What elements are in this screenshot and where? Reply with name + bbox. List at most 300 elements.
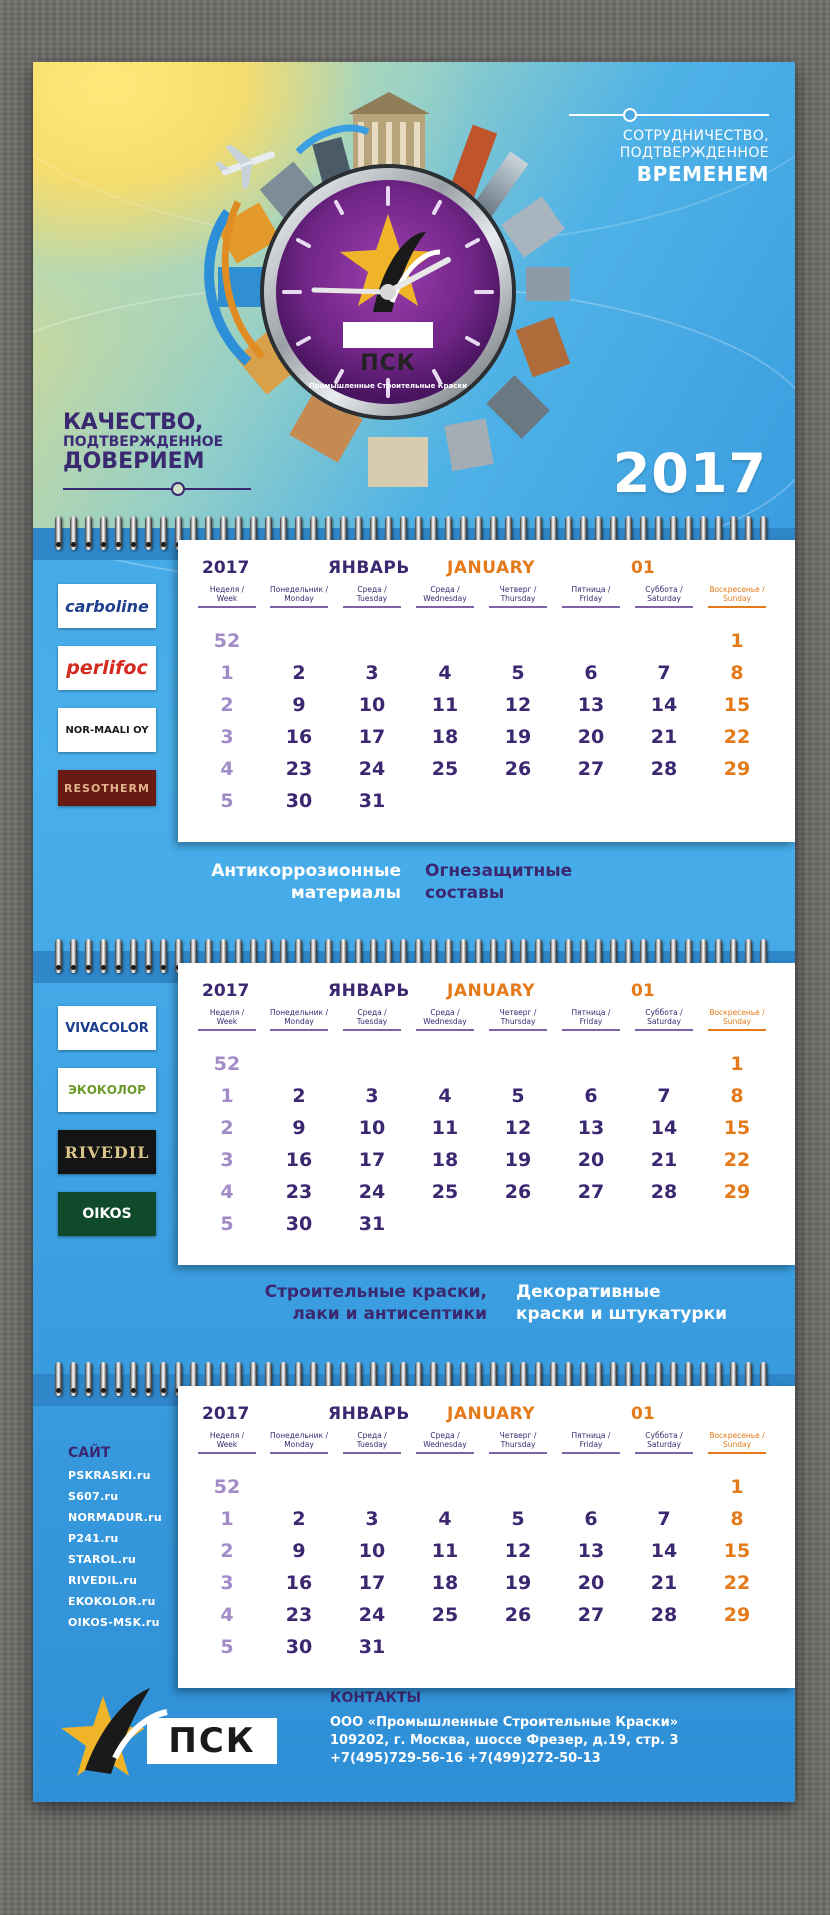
- ring-icon: [55, 516, 62, 550]
- weekday-ru: Пятница /: [571, 585, 611, 594]
- ring-icon: [115, 516, 122, 550]
- weekday-ru: Среда /: [357, 585, 387, 594]
- weekday-underline: [416, 1452, 474, 1454]
- week-number: 3: [220, 1149, 234, 1171]
- day-cell: 29: [723, 758, 751, 780]
- day-cell: 10: [358, 1117, 386, 1139]
- tagline-quality: [63, 412, 251, 502]
- weekday-en: Monday: [284, 594, 314, 603]
- day-cell: 29: [723, 1604, 751, 1626]
- contacts-heading: КОНТАКТЫ: [330, 1690, 421, 1706]
- ring-icon: [130, 939, 137, 973]
- calendar-poster: [33, 62, 795, 1802]
- day-cell: 8: [730, 662, 744, 684]
- weekday-label: [343, 1431, 401, 1449]
- day-cell: 15: [723, 1540, 751, 1562]
- week-number: 1: [220, 1085, 234, 1107]
- day-cell: 18: [431, 1149, 459, 1171]
- ring-icon: [160, 1362, 167, 1396]
- day-cell: 23: [285, 1181, 313, 1203]
- weekday-underline: [708, 606, 766, 608]
- day-cell: 3: [365, 662, 379, 684]
- category-row-2: [33, 1281, 795, 1341]
- weekday-label: [270, 1008, 328, 1026]
- weekday-ru: Среда /: [430, 1431, 460, 1440]
- day-cell: 27: [577, 1181, 605, 1203]
- weekday-underline: [198, 606, 256, 608]
- psk-footer-logo: [55, 1678, 285, 1788]
- tagline-line: СОТРУДНИЧЕСТВО,: [622, 128, 769, 144]
- week-number: 2: [220, 1540, 234, 1562]
- weekday-en: Friday: [579, 594, 603, 603]
- day-cell: 8: [730, 1508, 744, 1530]
- weekday-underline: [416, 606, 474, 608]
- weekday-ru: Воскресенье /: [709, 1008, 765, 1017]
- day-cell: 4: [438, 662, 452, 684]
- weekday-ru: Четверг /: [499, 1431, 537, 1440]
- tagline-line: ПОДТВЕРЖДЕННОЕ: [63, 434, 224, 450]
- week-number: 4: [220, 1181, 234, 1203]
- weekday-en: Sunday: [722, 1440, 752, 1449]
- weekday-ru: Пятница /: [571, 1431, 611, 1440]
- logo-resotherm: RESOTHERM: [58, 770, 156, 806]
- logo-vivacolor: VIVACOLOR: [58, 1006, 156, 1050]
- weekday-ru: Воскресенье /: [709, 585, 765, 594]
- month-name-ru: ЯНВАРЬ: [328, 558, 410, 578]
- weekday-en: Thursday: [500, 594, 536, 603]
- day-cell: 26: [504, 1604, 532, 1626]
- day-cell: 31: [358, 790, 386, 812]
- weekday-label: [198, 1008, 256, 1026]
- category-line: материалы: [290, 883, 401, 903]
- day-cell: 2: [292, 1085, 306, 1107]
- weekday-underline: [270, 1452, 328, 1454]
- weekday-en: Thursday: [500, 1017, 536, 1026]
- day-cell: 7: [657, 1508, 671, 1530]
- week-number: 3: [220, 726, 234, 748]
- site-link[interactable]: OIKOS-MSK.ru: [68, 1616, 160, 1629]
- weekday-ru: Среда /: [357, 1008, 387, 1017]
- week-number: 1: [220, 662, 234, 684]
- weekday-label: [416, 1431, 474, 1449]
- ring-icon: [145, 516, 152, 550]
- day-cell: 11: [431, 1540, 459, 1562]
- site-link[interactable]: NORMADUR.ru: [68, 1511, 162, 1524]
- day-cell: 20: [577, 1149, 605, 1171]
- day-cell: 21: [650, 1572, 678, 1594]
- day-cell: 16: [285, 726, 313, 748]
- week-number: 52: [213, 630, 241, 652]
- weekday-en: Tuesday: [356, 594, 388, 603]
- site-link[interactable]: S607.ru: [68, 1490, 119, 1503]
- day-cell: 3: [365, 1085, 379, 1107]
- day-cell: 15: [723, 1117, 751, 1139]
- weekday-ru: Среда /: [430, 1008, 460, 1017]
- day-cell: 30: [285, 1213, 313, 1235]
- week-number: 4: [220, 1604, 234, 1626]
- contacts-company: ООО «Промышленные Строительные Краски»: [330, 1715, 679, 1730]
- tagline-divider: [63, 482, 251, 494]
- weekday-ru: Неделя /: [209, 585, 245, 594]
- logo-carboline: carboline: [58, 584, 156, 628]
- week-number: 4: [220, 758, 234, 780]
- month-name-en: JANUARY: [447, 1404, 536, 1424]
- day-cell: 12: [504, 1117, 532, 1139]
- ring-icon: [70, 1362, 77, 1396]
- site-list: [68, 1445, 188, 1633]
- day-cell: 6: [584, 1508, 598, 1530]
- day-cell: 10: [358, 1540, 386, 1562]
- day-cell: 22: [723, 1572, 751, 1594]
- day-cell: 26: [504, 758, 532, 780]
- weekday-ru: Суббота /: [645, 1008, 683, 1017]
- day-cell: 22: [723, 1149, 751, 1171]
- weekday-underline: [489, 606, 547, 608]
- ring-icon: [55, 939, 62, 973]
- weekday-underline: [635, 606, 693, 608]
- weekday-label: [708, 585, 766, 603]
- day-cell: 17: [358, 1572, 386, 1594]
- header-year: 2017: [612, 442, 767, 505]
- ring-icon: [55, 1362, 62, 1396]
- category-line: составы: [425, 883, 505, 903]
- ring-icon: [145, 1362, 152, 1396]
- category-line: краски и штукатурки: [516, 1304, 728, 1324]
- day-cell: 7: [657, 1085, 671, 1107]
- weekday-ru: Воскресенье /: [709, 1431, 765, 1440]
- weekday-underline: [343, 1029, 401, 1031]
- day-cell: 13: [577, 694, 605, 716]
- day-cell: 24: [358, 758, 386, 780]
- weekday-ru: Суббота /: [645, 585, 683, 594]
- calendar-header: [33, 62, 795, 532]
- logo-oikos: OIKOS: [58, 1192, 156, 1236]
- ring-icon: [85, 516, 92, 550]
- weekday-en: Week: [216, 1440, 238, 1449]
- month-header: [178, 1404, 795, 1424]
- ring-icon: [100, 939, 107, 973]
- weekday-en: Tuesday: [356, 1017, 388, 1026]
- month-year: 2017: [202, 981, 250, 1001]
- site-link[interactable]: EKOKOLOR.ru: [68, 1595, 156, 1608]
- weekday-label: [708, 1431, 766, 1449]
- weekday-label: [416, 585, 474, 603]
- weekday-label: [562, 585, 620, 603]
- day-cell: 4: [438, 1508, 452, 1530]
- day-cell: 25: [431, 758, 459, 780]
- day-cell: 4: [438, 1085, 452, 1107]
- day-cell: 2: [292, 662, 306, 684]
- category-line: Декоративные: [516, 1282, 661, 1302]
- day-cell: 28: [650, 758, 678, 780]
- weekday-label: [562, 1008, 620, 1026]
- weekday-underline: [489, 1029, 547, 1031]
- weekday-underline: [198, 1452, 256, 1454]
- site-link[interactable]: PSKRASKI.ru: [68, 1469, 151, 1482]
- weekday-underline: [708, 1029, 766, 1031]
- weekday-en: Saturday: [647, 1017, 681, 1026]
- day-cell: 31: [358, 1636, 386, 1658]
- tagline-cooperation: [569, 108, 769, 186]
- month-year: 2017: [202, 558, 250, 578]
- day-cell: 16: [285, 1149, 313, 1171]
- weekday-header-row: [198, 585, 786, 613]
- weekday-label: [270, 1431, 328, 1449]
- ring-icon: [145, 939, 152, 973]
- logo-ekokolor: ЭКОКОЛОР: [58, 1068, 156, 1112]
- day-cell: 17: [358, 726, 386, 748]
- day-cell: 10: [358, 694, 386, 716]
- weekday-en: Friday: [579, 1017, 603, 1026]
- month-name-en: JANUARY: [447, 558, 536, 578]
- day-cell: 23: [285, 1604, 313, 1626]
- day-cell: 30: [285, 1636, 313, 1658]
- day-cell: 19: [504, 1572, 532, 1594]
- ring-icon: [160, 516, 167, 550]
- category-line: Огнезащитные: [425, 861, 573, 881]
- day-cell: 6: [584, 662, 598, 684]
- day-cell: 28: [650, 1181, 678, 1203]
- weekday-en: Week: [216, 1017, 238, 1026]
- weekday-en: Tuesday: [356, 1440, 388, 1449]
- month-header: [178, 981, 795, 1001]
- weekday-en: Sunday: [722, 1017, 752, 1026]
- weekday-label: [489, 585, 547, 603]
- day-cell: 25: [431, 1181, 459, 1203]
- weekday-ru: Понедельник /: [270, 1008, 328, 1017]
- ring-icon: [85, 939, 92, 973]
- weekday-label: [198, 1431, 256, 1449]
- day-cell: 5: [511, 1085, 525, 1107]
- weekday-underline: [635, 1029, 693, 1031]
- day-cell: 13: [577, 1540, 605, 1562]
- site-link[interactable]: RIVEDIL.ru: [68, 1574, 138, 1587]
- day-cell: 9: [292, 1117, 306, 1139]
- day-cell: 20: [577, 726, 605, 748]
- weekday-ru: Среда /: [357, 1431, 387, 1440]
- weekday-en: Week: [216, 594, 238, 603]
- weekday-label: [708, 1008, 766, 1026]
- clock-brand: ПСК: [360, 351, 416, 376]
- month-number: 01: [631, 558, 655, 578]
- ring-icon: [70, 939, 77, 973]
- category-row-1: [33, 860, 795, 920]
- day-cell: 19: [504, 1149, 532, 1171]
- contacts-block: [330, 1690, 760, 1768]
- weekday-header-row: [198, 1008, 786, 1036]
- weekday-label: [635, 1008, 693, 1026]
- day-cell: 24: [358, 1604, 386, 1626]
- day-cell: 31: [358, 1213, 386, 1235]
- ring-icon: [130, 1362, 137, 1396]
- weekday-en: Wednesday: [423, 1017, 467, 1026]
- weekday-en: Monday: [284, 1017, 314, 1026]
- weekday-underline: [270, 1029, 328, 1031]
- weekday-underline: [343, 1452, 401, 1454]
- weekday-underline: [562, 606, 620, 608]
- category-line: Строительные краски,: [264, 1282, 487, 1302]
- weekday-label: [270, 585, 328, 603]
- day-cell: 6: [584, 1085, 598, 1107]
- ring-icon: [85, 1362, 92, 1396]
- month-header: [178, 558, 795, 578]
- ring-icon: [115, 1362, 122, 1396]
- month-name-ru: ЯНВАРЬ: [328, 1404, 410, 1424]
- day-cell: 12: [504, 1540, 532, 1562]
- weekday-en: Wednesday: [423, 1440, 467, 1449]
- weekday-underline: [198, 1029, 256, 1031]
- weekday-ru: Среда /: [430, 585, 460, 594]
- tagline-line: ДОВЕРИЕМ: [63, 449, 205, 474]
- day-cell: 5: [511, 1508, 525, 1530]
- psk-brand-text: ПСК: [168, 1721, 256, 1761]
- weekday-en: Wednesday: [423, 594, 467, 603]
- day-cell: 21: [650, 1149, 678, 1171]
- day-cell: 11: [431, 1117, 459, 1139]
- logo-nor-maali: NOR-MAALI OY: [58, 708, 156, 752]
- weekday-label: [343, 1008, 401, 1026]
- tagline-line: ПОДТВЕРЖДЕННОЕ: [619, 145, 769, 161]
- day-cell: 14: [650, 694, 678, 716]
- month-number: 01: [631, 981, 655, 1001]
- day-cell: 27: [577, 1604, 605, 1626]
- day-cell: 29: [723, 1181, 751, 1203]
- ring-icon: [100, 1362, 107, 1396]
- day-cell: 15: [723, 694, 751, 716]
- day-cell: 12: [504, 694, 532, 716]
- ring-icon: [130, 516, 137, 550]
- site-heading: САЙТ: [68, 1445, 111, 1461]
- weekday-label: [489, 1431, 547, 1449]
- category-line: Антикоррозионные: [211, 861, 401, 881]
- ring-icon: [70, 516, 77, 550]
- day-cell: 5: [511, 662, 525, 684]
- week-number: 3: [220, 1572, 234, 1594]
- day-cell: 14: [650, 1117, 678, 1139]
- weekday-ru: Понедельник /: [270, 1431, 328, 1440]
- day-cell: 27: [577, 758, 605, 780]
- weekday-ru: Суббота /: [645, 1431, 683, 1440]
- weekday-label: [635, 1431, 693, 1449]
- day-cell: 1: [730, 1053, 744, 1075]
- weekday-ru: Неделя /: [209, 1431, 245, 1440]
- week-number: 2: [220, 1117, 234, 1139]
- month-name-en: JANUARY: [447, 981, 536, 1001]
- weekday-en: Thursday: [500, 1440, 536, 1449]
- weekday-label: [489, 1008, 547, 1026]
- day-cell: 26: [504, 1181, 532, 1203]
- week-number: 52: [213, 1053, 241, 1075]
- day-cell: 18: [431, 1572, 459, 1594]
- weekday-ru: Понедельник /: [270, 585, 328, 594]
- week-number: 1: [220, 1508, 234, 1530]
- month-number: 01: [631, 1404, 655, 1424]
- weekday-underline: [270, 606, 328, 608]
- day-cell: 14: [650, 1540, 678, 1562]
- weekday-label: [635, 585, 693, 603]
- site-link[interactable]: P241.ru: [68, 1532, 119, 1545]
- weekday-underline: [562, 1029, 620, 1031]
- day-cell: 8: [730, 1085, 744, 1107]
- ring-icon: [115, 939, 122, 973]
- weekday-ru: Неделя /: [209, 1008, 245, 1017]
- weekday-label: [416, 1008, 474, 1026]
- weekday-en: Friday: [579, 1440, 603, 1449]
- weekday-en: Saturday: [647, 1440, 681, 1449]
- day-cell: 22: [723, 726, 751, 748]
- weekday-label: [562, 1431, 620, 1449]
- day-cell: 24: [358, 1181, 386, 1203]
- month-card: [178, 540, 795, 842]
- contacts-phones[interactable]: +7(495)729-56-16 +7(499)272-50-13: [330, 1751, 601, 1766]
- logo-perlifoc: perlifoc: [58, 646, 156, 690]
- week-number: 5: [220, 790, 234, 812]
- weekday-underline: [562, 1452, 620, 1454]
- weekday-en: Sunday: [722, 594, 752, 603]
- day-cell: 25: [431, 1604, 459, 1626]
- day-cell: 11: [431, 694, 459, 716]
- weekday-underline: [343, 606, 401, 608]
- logo-rivedil: RIVEDIL: [58, 1130, 156, 1174]
- weekday-underline: [416, 1029, 474, 1031]
- clock-subtitle: Промышленные Строительные Краски: [308, 382, 468, 390]
- day-cell: 1: [730, 1476, 744, 1498]
- day-cell: 13: [577, 1117, 605, 1139]
- weekday-header-row: [198, 1431, 786, 1459]
- day-cell: 1: [730, 630, 744, 652]
- day-cell: 16: [285, 1572, 313, 1594]
- ring-icon: [160, 939, 167, 973]
- site-link[interactable]: STAROL.ru: [68, 1553, 137, 1566]
- month-card: [178, 963, 795, 1265]
- month-card: [178, 1386, 795, 1688]
- day-cell: 23: [285, 758, 313, 780]
- weekday-en: Monday: [284, 1440, 314, 1449]
- day-cell: 28: [650, 1604, 678, 1626]
- day-cell: 21: [650, 726, 678, 748]
- month-year: 2017: [202, 1404, 250, 1424]
- day-cell: 3: [365, 1508, 379, 1530]
- day-cell: 9: [292, 694, 306, 716]
- week-number: 5: [220, 1636, 234, 1658]
- tagline-divider: [569, 108, 769, 120]
- weekday-en: Saturday: [647, 594, 681, 603]
- weekday-ru: Четверг /: [499, 1008, 537, 1017]
- day-cell: 9: [292, 1540, 306, 1562]
- weekday-ru: Пятница /: [571, 1008, 611, 1017]
- weekday-label: [343, 585, 401, 603]
- day-cell: 17: [358, 1149, 386, 1171]
- tagline-line: КАЧЕСТВО,: [63, 410, 204, 435]
- day-cell: 30: [285, 790, 313, 812]
- week-number: 5: [220, 1213, 234, 1235]
- day-cell: 2: [292, 1508, 306, 1530]
- weekday-underline: [708, 1452, 766, 1454]
- week-number: 52: [213, 1476, 241, 1498]
- weekday-ru: Четверг /: [499, 585, 537, 594]
- weekday-underline: [635, 1452, 693, 1454]
- weekday-label: [198, 585, 256, 603]
- week-number: 2: [220, 694, 234, 716]
- day-cell: 20: [577, 1572, 605, 1594]
- ring-icon: [100, 516, 107, 550]
- day-cell: 19: [504, 726, 532, 748]
- tagline-line: ВРЕМЕНЕМ: [636, 162, 769, 186]
- month-name-ru: ЯНВАРЬ: [328, 981, 410, 1001]
- weekday-underline: [489, 1452, 547, 1454]
- contacts-address: 109202, г. Москва, шоссе Фрезер, д.19, стр. 3: [330, 1733, 679, 1748]
- day-cell: 7: [657, 662, 671, 684]
